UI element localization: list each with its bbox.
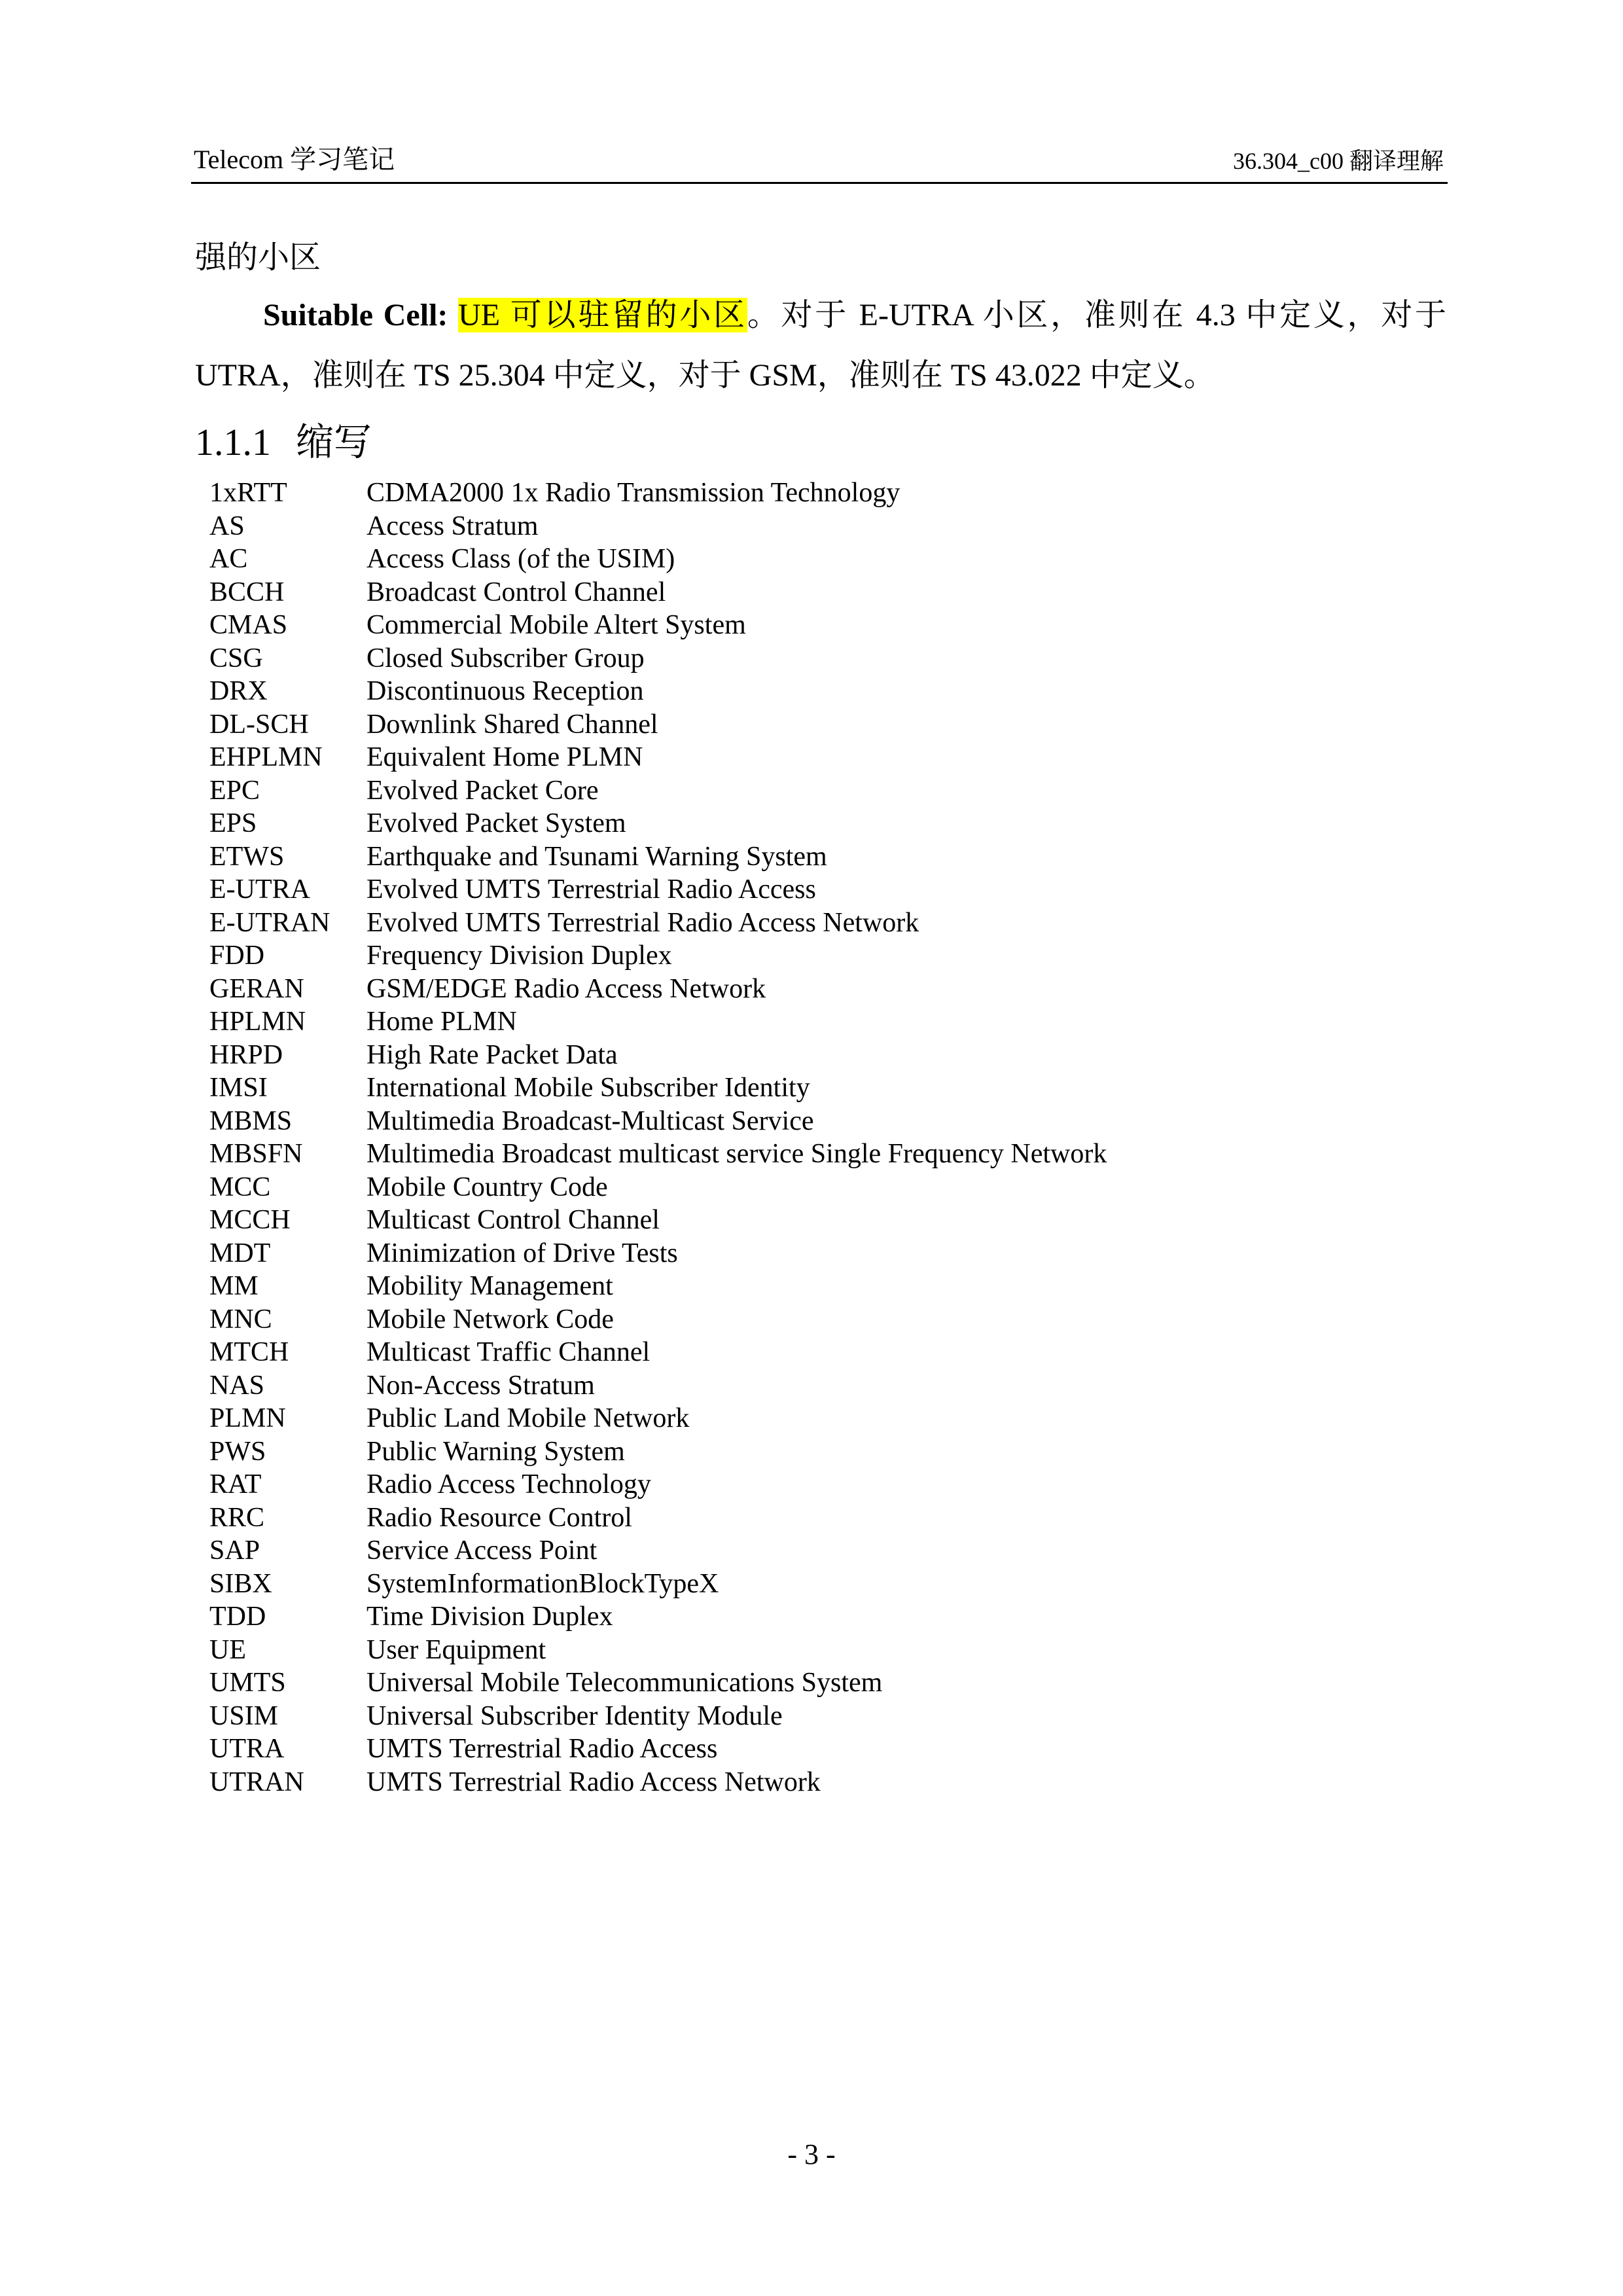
abbreviation-definition: Evolved UMTS Terrestrial Radio Access	[366, 874, 816, 905]
abbreviation-definition: Access Stratum	[366, 511, 539, 541]
abbreviation-row	[209, 774, 1107, 808]
abbreviation-definition: Universal Subscriber Identity Module	[366, 1700, 783, 1731]
abbreviation-definition: Time Division Duplex	[366, 1602, 613, 1632]
abbreviation-row	[209, 1005, 1107, 1039]
header-document-id: 36.304_c00 翻译理解	[1233, 148, 1444, 174]
abbreviation-term: UTRA	[209, 1734, 285, 1764]
abbreviation-row	[209, 1237, 1107, 1270]
abbreviation-definition: SystemInformationBlockTypeX	[366, 1568, 719, 1599]
abbreviation-definition: Multimedia Broadcast multicast service Single Frequency Network	[366, 1139, 1107, 1169]
abbreviation-row	[209, 1700, 1107, 1733]
abbreviation-term: SIBX	[209, 1568, 272, 1599]
abbreviation-row	[209, 1568, 1107, 1601]
abbreviation-row	[209, 1402, 1107, 1435]
abbreviation-definition: Mobile Network Code	[366, 1304, 614, 1335]
abbreviation-term: FDD	[209, 941, 265, 971]
abbreviation-row	[209, 1171, 1107, 1204]
highlighted-text: UE 可以驻留的小区	[458, 298, 747, 332]
abbreviation-term: MTCH	[209, 1337, 289, 1367]
abbreviation-definition: Closed Subscriber Group	[366, 643, 645, 673]
abbreviation-row	[209, 741, 1107, 774]
abbreviation-definition: Discontinuous Reception	[366, 676, 644, 706]
abbreviation-term: MCCH	[209, 1205, 291, 1235]
abbreviation-term: MM	[209, 1271, 259, 1301]
abbreviation-row	[209, 708, 1107, 742]
abbreviation-definition: Public Land Mobile Network	[366, 1403, 690, 1433]
abbreviation-definition: Public Warning System	[366, 1436, 625, 1467]
abbreviation-row	[209, 1666, 1107, 1700]
abbreviation-term: DRX	[209, 676, 268, 706]
abbreviation-definition: Service Access Point	[366, 1535, 597, 1566]
abbreviation-row	[209, 675, 1107, 708]
abbreviation-row	[209, 1138, 1107, 1171]
abbreviation-definition: International Mobile Subscriber Identity	[366, 1073, 810, 1103]
abbreviation-row	[209, 973, 1107, 1006]
abbreviation-row	[209, 939, 1107, 973]
abbreviation-definition: Universal Mobile Telecommunications System	[366, 1668, 883, 1698]
definition-term: Suitable Cell:	[263, 298, 448, 332]
abbreviation-definition: Broadcast Control Channel	[366, 577, 666, 607]
abbreviation-definition: GSM/EDGE Radio Access Network	[366, 973, 766, 1004]
abbreviation-term: IMSI	[209, 1073, 268, 1103]
abbreviation-row	[209, 1071, 1107, 1105]
abbreviation-row	[209, 510, 1107, 543]
abbreviation-definition: Mobile Country Code	[366, 1172, 608, 1202]
abbreviation-definition: Evolved Packet System	[366, 808, 626, 838]
abbreviation-definition: Frequency Division Duplex	[366, 941, 672, 971]
abbreviation-definition: Evolved UMTS Terrestrial Radio Access Network	[366, 907, 919, 938]
abbreviation-row	[209, 609, 1107, 642]
abbreviation-definition: Earthquake and Tsunami Warning System	[366, 841, 827, 872]
abbreviation-definition: Commercial Mobile Altert System	[366, 610, 746, 640]
abbreviation-term: CMAS	[209, 610, 288, 640]
abbreviation-definition: UMTS Terrestrial Radio Access	[366, 1734, 718, 1764]
abbreviation-term: PLMN	[209, 1403, 286, 1433]
abbreviation-term: AC	[209, 544, 248, 574]
abbreviation-term: CSG	[209, 643, 263, 673]
header-title: Telecom 学习笔记	[194, 145, 395, 174]
section-title: 缩写	[296, 421, 372, 463]
abbreviation-row	[209, 1204, 1107, 1237]
abbreviation-row	[209, 1534, 1107, 1568]
abbreviation-definition: Radio Resource Control	[366, 1502, 632, 1533]
abbreviation-row	[209, 1435, 1107, 1469]
abbreviation-term: DL-SCH	[209, 709, 309, 740]
abbreviation-term: 1xRTT	[209, 478, 287, 508]
abbreviation-term: PWS	[209, 1436, 266, 1467]
abbreviation-term: RAT	[209, 1469, 262, 1499]
abbreviation-term: TDD	[209, 1602, 266, 1632]
abbreviation-row	[209, 543, 1107, 576]
abbreviation-row	[209, 873, 1107, 906]
abbreviation-definition: Access Class (of the USIM)	[366, 544, 675, 574]
abbreviation-row	[209, 1039, 1107, 1072]
abbreviation-row	[209, 1270, 1107, 1303]
abbreviation-term: HRPD	[209, 1039, 283, 1070]
abbreviation-row	[209, 1732, 1107, 1766]
abbreviation-definition: Non-Access Stratum	[366, 1370, 595, 1401]
abbreviation-term: E-UTRAN	[209, 907, 330, 938]
abbreviation-row	[209, 1336, 1107, 1369]
abbreviation-definition: UMTS Terrestrial Radio Access Network	[366, 1767, 821, 1797]
abbreviation-definition: Home PLMN	[366, 1007, 517, 1037]
abbreviation-definition: Downlink Shared Channel	[366, 709, 658, 740]
abbreviation-term: HPLMN	[209, 1007, 306, 1037]
abbreviation-term: MBSFN	[209, 1139, 303, 1169]
abbreviation-term: UE	[209, 1634, 246, 1665]
abbreviation-term: RRC	[209, 1502, 265, 1533]
abbreviation-definition: User Equipment	[366, 1634, 546, 1665]
abbreviation-row	[209, 1105, 1107, 1138]
abbreviation-term: EPS	[209, 808, 257, 838]
abbreviation-term: MDT	[209, 1238, 271, 1268]
abbreviation-row	[209, 476, 1107, 510]
abbreviation-definition: Radio Access Technology	[366, 1469, 651, 1499]
abbreviation-row	[209, 576, 1107, 609]
abbreviation-term: MNC	[209, 1304, 272, 1335]
abbreviation-definition: Multimedia Broadcast-Multicast Service	[366, 1105, 814, 1136]
paragraph-continuation: 强的小区	[195, 240, 321, 275]
abbreviation-row	[209, 840, 1107, 874]
abbreviation-row	[209, 642, 1107, 675]
abbreviation-definition: Multicast Control Channel	[366, 1205, 660, 1235]
definition-text: 。对于 E-UTRA 小区，准则在 4.3 中定义，对于 UTRA，准则在 TS 25.304 中定义，对于 GSM，准则在 TS 43.022 中定义。	[195, 298, 1446, 393]
abbreviation-term: EHPLMN	[209, 742, 323, 772]
page-number: - 3 -	[787, 2138, 836, 2170]
abbreviation-term: MCC	[209, 1172, 271, 1202]
abbreviation-term: UTRAN	[209, 1767, 304, 1797]
abbreviation-term: SAP	[209, 1535, 260, 1566]
section-number: 1.1.1	[195, 421, 271, 463]
abbreviation-row	[209, 1600, 1107, 1634]
abbreviation-definition: Mobility Management	[366, 1271, 613, 1301]
abbreviation-definition: Equivalent Home PLMN	[366, 742, 643, 772]
suitable-cell-paragraph	[195, 285, 1446, 406]
abbreviation-row	[209, 1766, 1107, 1799]
abbreviation-term: AS	[209, 511, 245, 541]
abbreviation-term: USIM	[209, 1700, 279, 1731]
section-heading	[195, 411, 372, 466]
abbreviation-term: E-UTRA	[209, 874, 310, 905]
abbreviation-row	[209, 807, 1107, 840]
abbreviation-definition: Evolved Packet Core	[366, 775, 599, 806]
abbreviation-term: ETWS	[209, 841, 285, 872]
page-header	[191, 136, 1448, 184]
abbreviation-term: MBMS	[209, 1105, 293, 1136]
abbreviation-definition: Multicast Traffic Channel	[366, 1337, 651, 1367]
abbreviation-term: GERAN	[209, 973, 304, 1004]
abbreviation-definition: Minimization of Drive Tests	[366, 1238, 678, 1268]
abbreviation-row	[209, 1501, 1107, 1535]
abbreviation-definition: CDMA2000 1x Radio Transmission Technology	[366, 478, 901, 508]
abbreviation-row	[209, 1634, 1107, 1667]
abbreviation-term: NAS	[209, 1370, 265, 1401]
abbreviation-term: BCCH	[209, 577, 285, 607]
abbreviation-row	[209, 1468, 1107, 1501]
abbreviation-row	[209, 1369, 1107, 1403]
abbreviation-term: EPC	[209, 775, 260, 806]
abbreviation-list	[209, 476, 1107, 1799]
abbreviation-definition: High Rate Packet Data	[366, 1039, 618, 1070]
abbreviation-row	[209, 1303, 1107, 1336]
abbreviation-term: UMTS	[209, 1668, 286, 1698]
abbreviation-row	[209, 906, 1107, 940]
